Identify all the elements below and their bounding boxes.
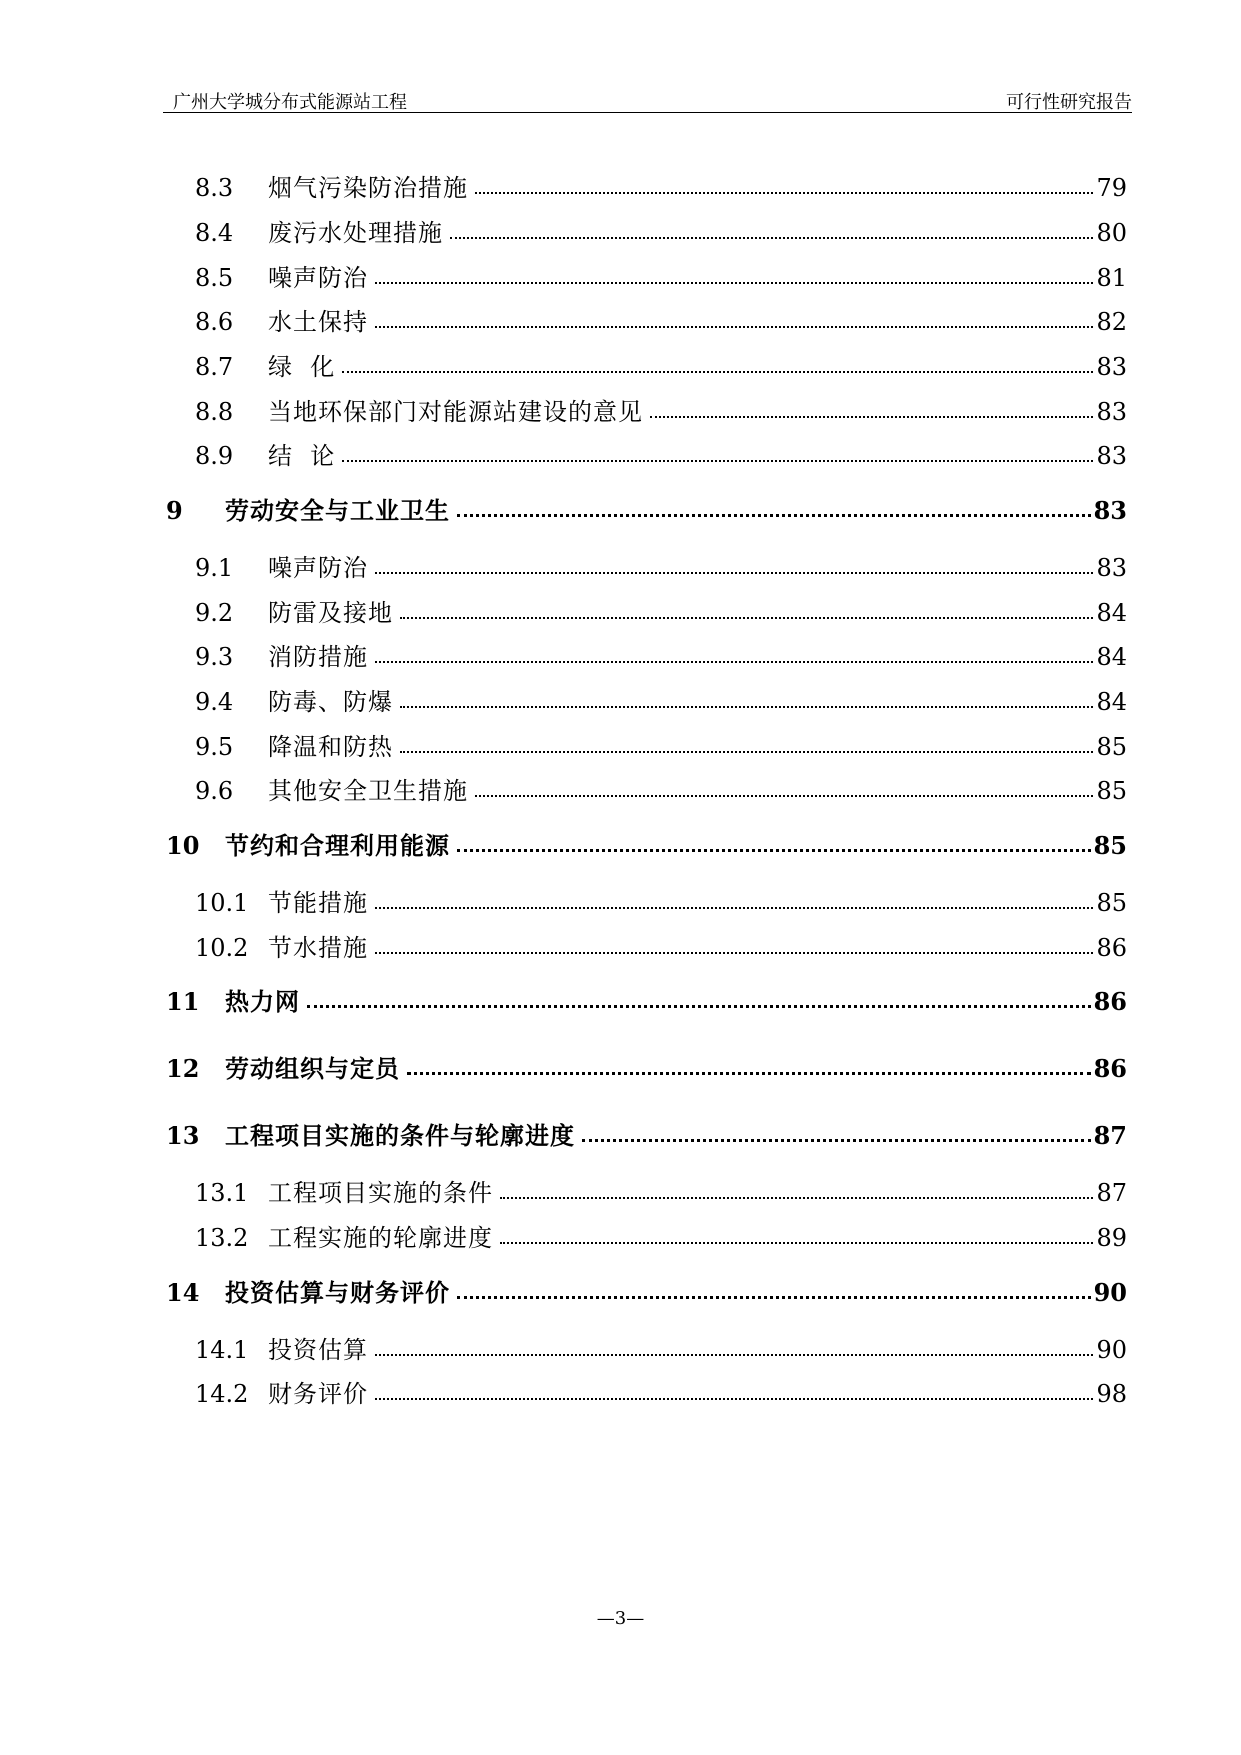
toc-entry-title: 绿 化 [268,353,336,381]
toc-entry-page: 90 [1093,1278,1127,1307]
toc-entry-title: 废污水处理措施 [268,219,443,247]
toc-entry-number: 14 [166,1278,200,1307]
toc-entry-page: 90 [1096,1336,1127,1364]
toc-dot-leader [375,901,1093,909]
toc-entry-number: 10.1 [195,889,249,917]
toc-dot-leader [375,946,1093,954]
toc-dot-leader [450,231,1093,239]
toc-entry-page: 85 [1096,777,1127,805]
toc-section-entry[interactable] [195,258,1127,294]
toc-entry-number: 8.8 [195,398,234,426]
toc-section-entry[interactable] [195,593,1127,629]
toc-entry-page: 82 [1096,308,1127,336]
toc-entry-title: 劳动安全与工业卫生 [225,496,450,525]
toc-section-entry[interactable] [195,682,1127,718]
toc-entry-page: 87 [1096,1179,1127,1207]
toc-dot-leader [342,454,1093,462]
toc-entry-number: 8.3 [195,174,234,202]
toc-entry-title: 工程实施的轮廓进度 [268,1224,493,1252]
toc-entry-title: 节约和合理利用能源 [225,831,450,860]
toc-entry-title: 工程项目实施的条件 [268,1179,493,1207]
toc-entry-title: 节水措施 [268,934,368,962]
toc-entry-title: 噪声防治 [268,554,368,582]
toc-entry-title: 工程项目实施的条件与轮廓进度 [225,1121,575,1150]
toc-section-entry[interactable] [195,302,1127,338]
toc-entry-page: 83 [1096,554,1127,582]
toc-entry-page: 86 [1096,934,1127,962]
toc-entry-number: 8.4 [195,219,234,247]
toc-entry-page: 83 [1096,353,1127,381]
toc-entry-title: 水土保持 [268,308,368,336]
toc-entry-page: 84 [1096,643,1127,671]
toc-entry-title: 节能措施 [268,889,368,917]
toc-chapter-entry[interactable] [166,1116,1127,1152]
toc-dot-leader [582,1133,1091,1142]
toc-dot-leader [475,789,1093,797]
toc-entry-number: 9.3 [195,643,234,671]
toc-section-entry[interactable] [195,771,1127,807]
toc-dot-leader [400,700,1093,708]
toc-dot-leader [475,186,1093,194]
toc-entry-title: 投资估算 [268,1336,368,1364]
toc-dot-leader [457,843,1091,852]
toc-section-entry[interactable] [195,928,1127,964]
toc-entry-number: 9.4 [195,688,234,716]
toc-dot-leader [500,1236,1093,1244]
toc-entry-page: 80 [1096,219,1127,247]
toc-section-entry[interactable] [195,1218,1127,1254]
toc-section-entry[interactable] [195,168,1127,204]
toc-entry-title: 当地环保部门对能源站建设的意见 [268,398,643,426]
toc-entry-number: 10 [166,831,200,860]
toc-entry-page: 84 [1096,688,1127,716]
toc-section-entry[interactable] [195,1330,1127,1366]
page-number: —3— [596,1608,645,1629]
toc-entry-number: 12 [166,1054,200,1083]
toc-entry-number: 9.2 [195,599,234,627]
header-report-type: 可行性研究报告 [1006,92,1132,113]
toc-entry-page: 85 [1093,831,1127,860]
toc-entry-number: 14.2 [195,1380,249,1408]
toc-section-entry[interactable] [195,883,1127,919]
header-project-title: 广州大学城分布式能源站工程 [173,92,407,113]
toc-entry-page: 83 [1093,496,1127,525]
toc-entry-page: 83 [1096,398,1127,426]
toc-entry-page: 86 [1093,1054,1127,1083]
toc-entry-number: 13.2 [195,1224,249,1252]
toc-entry-title: 劳动组织与定员 [225,1054,400,1083]
toc-section-entry[interactable] [195,1173,1127,1209]
toc-entry-number: 8.5 [195,264,234,292]
toc-section-entry[interactable] [195,347,1127,383]
toc-chapter-entry[interactable] [166,491,1127,527]
toc-dot-leader [375,655,1093,663]
toc-chapter-entry[interactable] [166,826,1127,862]
toc-chapter-entry[interactable] [166,1273,1127,1309]
toc-section-entry[interactable] [195,548,1127,584]
toc-entry-page: 79 [1096,174,1127,202]
toc-section-entry[interactable] [195,637,1127,673]
toc-dot-leader [400,745,1093,753]
toc-dot-leader [375,320,1093,328]
toc-dot-leader [650,410,1093,418]
toc-dot-leader [375,1392,1093,1400]
toc-entry-title: 防雷及接地 [268,599,393,627]
toc-entry-title: 消防措施 [268,643,368,671]
toc-dot-leader [457,508,1091,517]
toc-entry-title: 噪声防治 [268,264,368,292]
toc-entry-title: 其他安全卫生措施 [268,777,468,805]
toc-dot-leader [375,1348,1093,1356]
toc-entry-title: 防毒、防爆 [268,688,393,716]
toc-section-entry[interactable] [195,392,1127,428]
toc-entry-page: 89 [1096,1224,1127,1252]
toc-entry-title: 结 论 [268,442,336,470]
toc-entry-number: 9.5 [195,733,234,761]
toc-entry-page: 87 [1093,1121,1127,1150]
toc-entry-title: 烟气污染防治措施 [268,174,468,202]
toc-entry-number: 14.1 [195,1336,249,1364]
toc-entry-page: 81 [1096,264,1127,292]
toc-entry-number: 8.6 [195,308,234,336]
toc-dot-leader [400,611,1093,619]
toc-section-entry[interactable] [195,1374,1127,1410]
toc-entry-number: 8.7 [195,353,234,381]
toc-entry-number: 13 [166,1121,200,1150]
toc-entry-number: 9.6 [195,777,234,805]
toc-dot-leader [407,1066,1091,1075]
toc-dot-leader [307,999,1091,1008]
toc-entry-page: 86 [1093,987,1127,1016]
toc-entry-page: 98 [1096,1380,1127,1408]
toc-entry-number: 9.1 [195,554,234,582]
toc-entry-title: 财务评价 [268,1380,368,1408]
toc-entry-number: 13.1 [195,1179,249,1207]
toc-section-entry[interactable] [195,213,1127,249]
toc-dot-leader [375,566,1093,574]
toc-dot-leader [375,276,1093,284]
toc-dot-leader [342,365,1093,373]
toc-entry-number: 9 [166,496,183,525]
toc-entry-page: 85 [1096,889,1127,917]
toc-chapter-entry[interactable] [166,982,1127,1018]
toc-entry-page: 85 [1096,733,1127,761]
toc-chapter-entry[interactable] [166,1049,1127,1085]
toc-section-entry[interactable] [195,727,1127,763]
header-divider [163,112,1132,113]
toc-entry-title: 投资估算与财务评价 [225,1278,450,1307]
toc-entry-title: 热力网 [225,987,300,1016]
toc-dot-leader [500,1191,1093,1199]
toc-entry-number: 8.9 [195,442,234,470]
toc-entry-number: 10.2 [195,934,249,962]
toc-entry-title: 降温和防热 [268,733,393,761]
toc-dot-leader [457,1290,1091,1299]
toc-entry-page: 84 [1096,599,1127,627]
toc-entry-page: 83 [1096,442,1127,470]
toc-section-entry[interactable] [195,436,1127,472]
toc-entry-number: 11 [166,987,200,1016]
